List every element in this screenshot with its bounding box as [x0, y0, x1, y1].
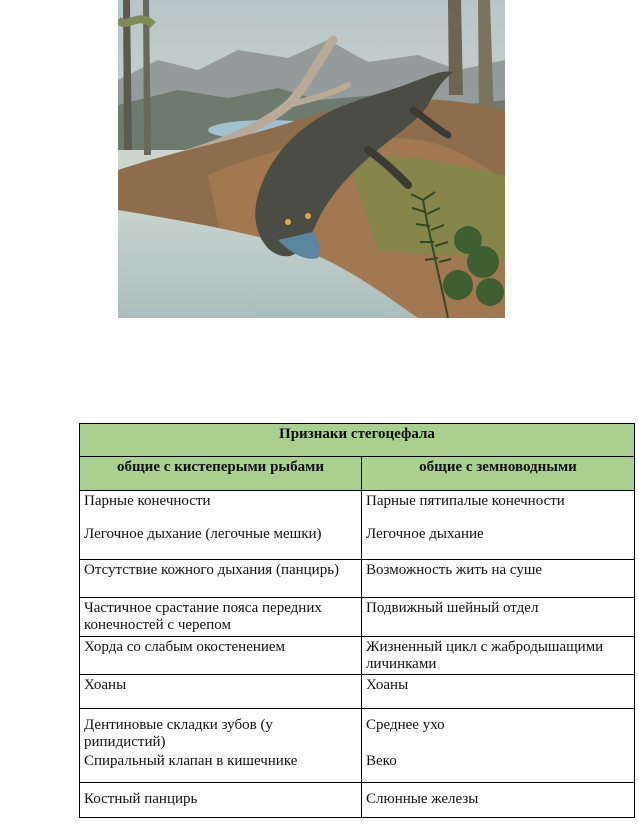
table-cell: [362, 783, 635, 818]
table-cell: [362, 491, 635, 560]
cell-text: Возможность жить на суше: [366, 562, 543, 578]
table-row: [80, 598, 635, 637]
cell-text: Легочное дыхание: [366, 526, 484, 542]
cell-text: Частичное срастание пояса передних конечностей с черепом: [84, 600, 322, 633]
table-cell: [362, 675, 635, 709]
column-header-fish: общие с кистеперыми рыбами: [80, 457, 362, 491]
traits-table: [79, 423, 635, 818]
table-title-row: [80, 424, 635, 457]
cell-text: Парные конечности: [84, 493, 211, 509]
table-header-row: [80, 457, 635, 491]
table-cell: [80, 709, 362, 783]
cell-text: Отсутствие кожного дыхания (панцирь): [84, 562, 340, 578]
table-cell: [362, 709, 635, 783]
cell-text: Костный панцирь: [84, 791, 198, 807]
table-cell: [80, 598, 362, 637]
stegocephalian-illustration: [118, 0, 505, 318]
cell-text: Среднее ухо: [366, 717, 445, 733]
cell-text: Слюнные железы: [366, 791, 479, 807]
table-cell: [362, 637, 635, 675]
cell-text: Парные пятипалые конечности: [366, 493, 565, 509]
cell-text: Спиральный клапан в кишечнике: [84, 753, 298, 769]
table-cell: [80, 491, 362, 560]
cell-text: Хоаны: [84, 677, 127, 693]
table-row: [80, 783, 635, 818]
cell-text: Легочное дыхание (легочные мешки): [84, 526, 322, 542]
table-cell: [362, 560, 635, 598]
table-row: [80, 491, 635, 560]
table-row: [80, 560, 635, 598]
column-header-amphibian: общие с земноводными: [362, 457, 635, 491]
table-row: [80, 709, 635, 783]
table-cell: [80, 637, 362, 675]
table-cell: [80, 675, 362, 709]
cell-text: Жизненный цикл с жабродышащими личинками: [366, 639, 604, 672]
table-row: [80, 675, 635, 709]
cell-text: Веко: [366, 753, 397, 769]
table-title: Признаки стегоцефала: [80, 424, 635, 457]
cell-text: Хоаны: [366, 677, 409, 693]
cell-text: Хорда со слабым окостенением: [84, 639, 286, 655]
table-cell: [362, 598, 635, 637]
cell-text: Подвижный шейный отдел: [366, 600, 539, 616]
table-cell: [80, 783, 362, 818]
table-row: [80, 637, 635, 675]
cell-text: Дентиновые складки зубов (у рипидистий): [84, 717, 273, 750]
table-cell: [80, 560, 362, 598]
